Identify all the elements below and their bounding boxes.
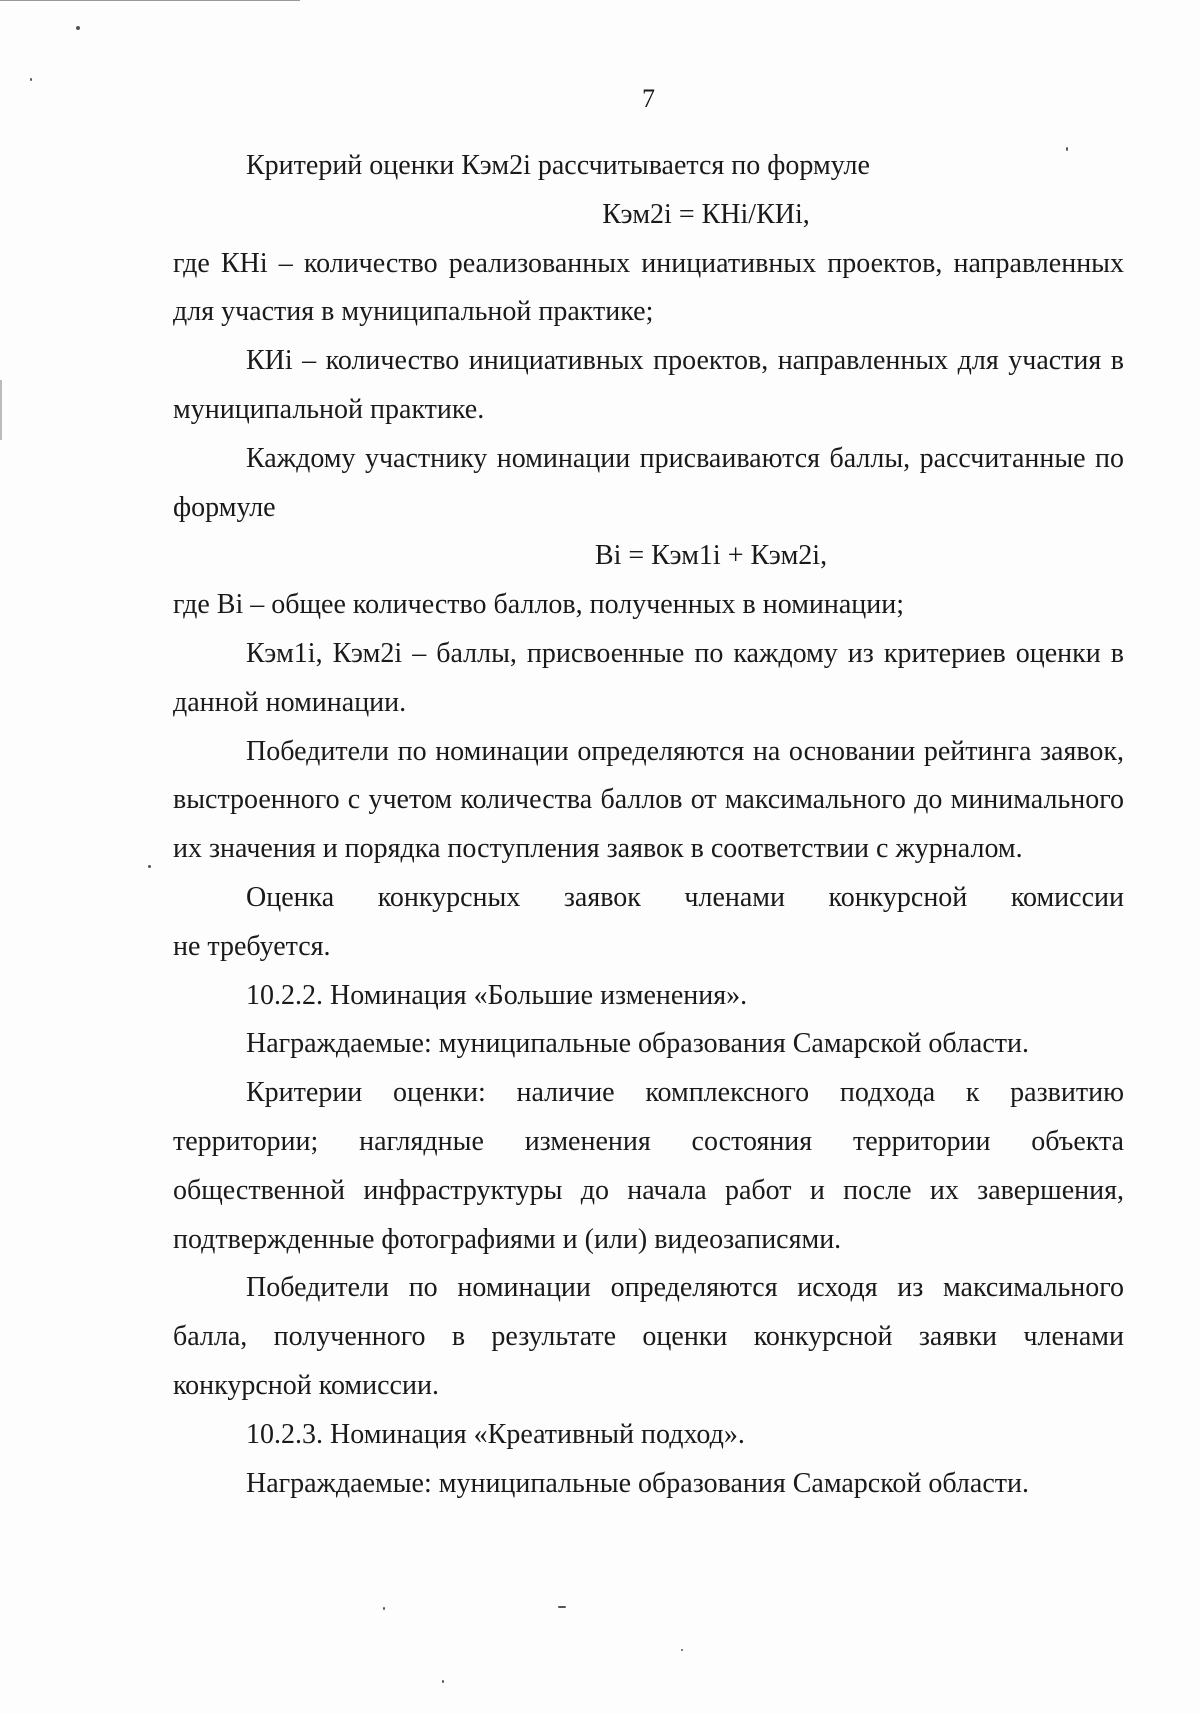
scan-speck (442, 1680, 444, 1683)
paragraph-kii-definition: КИi – количество инициативных проектов, направленных для участия в муниципальной практике. (173, 345, 1124, 425)
scan-edge-line-top (0, 0, 300, 1)
scan-speck (148, 865, 151, 868)
formula-bi: Вi = Кэм1i + Кэм2i, (594, 540, 828, 572)
paragraph-criterion-intro: Критерий оценки Кэм2i рассчитывается по формуле (246, 150, 870, 181)
paragraph-points-intro: Каждому участнику номинации присваиваются баллы, рассчитанные по формуле (173, 442, 1124, 523)
paragraph-evaluation-criteria: Критерии оценки: наличие комплексного подхода к развитию территории; наглядные изменения состояния территории объекта общественной инфраструктуры до начала работ и после их завершения, подтвержденные фотографиями и (или) видеозаписями. (173, 1077, 1124, 1255)
paragraph-awardees-2: Награждаемые: муниципальные образования Самарской области. (246, 1467, 1029, 1499)
paragraph-winners-max-score: Победители по номинации определяются исходя из максимального балла, полученного в результате оценки конкурсной заявки членами конкурсной комиссии. (173, 1272, 1124, 1401)
paragraph-awardees-1: Награждаемые: муниципальные образования Самарской области. (246, 1028, 1029, 1060)
paragraph-kni-definition: где КНi – количество реализованных инициативных проектов, направленных для участия в муниципальной практике; (173, 247, 1124, 328)
scan-speck (76, 26, 80, 30)
scan-speck (558, 1606, 566, 1608)
heading-nomination-creative: 10.2.3. Номинация «Креативный подход». (246, 1418, 745, 1450)
formula-kem2i: Кэм2i = КНi/КИi, (602, 198, 810, 230)
scan-edge-line-left (0, 380, 2, 440)
document-body (173, 142, 1124, 1508)
paragraph-kem-definition: Кэм1i, Кэм2i – баллы, присвоенные по каждому из критериев оценки в данной номинации. (173, 637, 1124, 718)
paragraph-evaluation-tail: не требуется. (173, 930, 331, 962)
page-number: 7 (642, 84, 655, 113)
paragraph-evaluation-line: Оценка конкурсных заявок членами конкурсной комиссии (246, 881, 1124, 913)
paragraph-winners-rating: Победители по номинации определяются на основании рейтинга заявок, выстроенного с учетом количества баллов от максимального до минимального их значения и порядка поступления заявок в соответствии с журналом. (173, 735, 1124, 865)
heading-nomination-big-changes: 10.2.2. Номинация «Большие изменения». (246, 979, 748, 1011)
scan-speck (30, 78, 32, 81)
paragraph-bi-definition: где Вi – общее количество баллов, полученных в номинации; (173, 589, 905, 621)
scan-speck (681, 1649, 683, 1651)
scan-speck (383, 1607, 385, 1610)
